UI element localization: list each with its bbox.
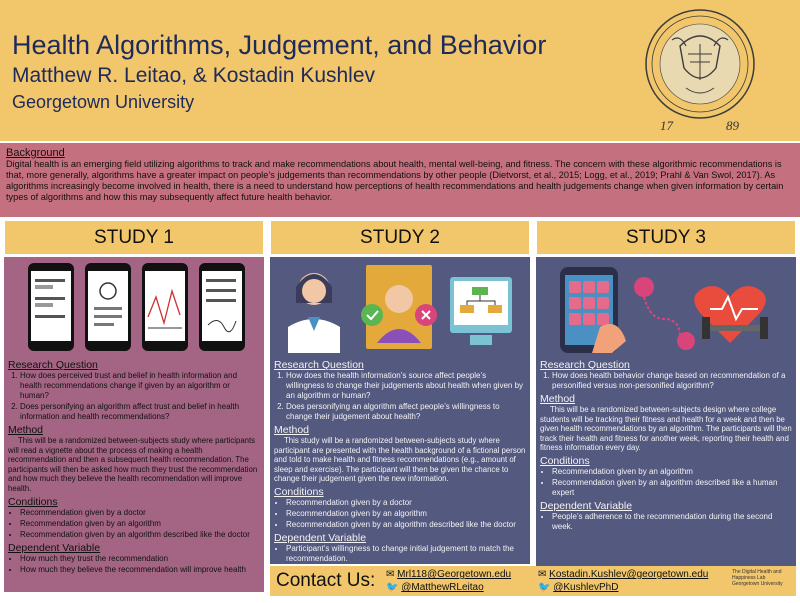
lab-name: The Digital Health and Happiness Lab [732,569,782,581]
study1-condition-item: • Recommendation given by an algorithm described like the doctor [20,530,260,540]
contact-email-1-text[interactable]: Mrl118@Georgetown.edu [397,569,512,580]
contact-bar [270,566,796,596]
study2-dv-item: • Participant’s willingness to change initial judgement to match the recommendation. [286,544,526,564]
fitness-tracking-icon [540,257,792,357]
study2-method-heading: Method [274,424,310,436]
study1-banner: STUDY 1 [5,221,263,254]
georgetown-seal-icon [640,6,760,134]
study3-conditions-list [540,467,792,498]
study1-condition-item: • Recommendation given by a doctor [20,508,260,518]
lab-logo [732,569,792,593]
study3-conditions-heading: Conditions [540,454,590,467]
mail-icon: ✉ [538,569,547,580]
study2-illustration [274,257,526,357]
background-heading: Background [6,147,65,159]
seal-year-left: 17 [660,118,673,133]
study2-conditions-list [274,498,526,530]
study1-rq-heading: Research Question [8,359,98,371]
contact-email-2-text[interactable]: Kostadin.Kushlev@georgetown.edu [549,569,709,580]
study2-condition-item: • Recommendation given by a doctor [286,498,526,508]
study2-condition-item: • Recommendation given by an algorithm described like the doctor [286,520,526,530]
study3-dv-item: • People’s adherence to the recommendation during the second week. [552,512,792,532]
study3-dv-list [540,512,792,532]
study2-rq-list [274,371,526,422]
contact-twitter-1[interactable] [386,582,484,593]
study2-banner: STUDY 2 [271,221,529,254]
study1-illustration [8,257,260,357]
study3-condition-item: • Recommendation given by an algorithm [552,467,792,477]
seal-year-right: 89 [726,118,739,133]
study2-condition-item: • Recommendation given by an algorithm [286,509,526,519]
study1-rq-item: 1. How does perceived trust and belief in health information and health recommendations change if given by an algorithm or human? [20,371,260,401]
study3-condition-item: • Recommendation given by an algorithm described like a human expert [552,478,792,498]
study1-dv-list [8,554,260,575]
study2-rq-heading: Research Question [274,359,364,371]
doctor-algorithm-icon [274,257,526,357]
study1-method-text: This will be a randomized between-subjects study where participants will read a vignette about the process of making a health recommendation and then a subsequent health recommendation. The participants will then be asked how much they trust the recommendation and how much they believe the health recommendation will improve health. [8,436,258,493]
study3-method-heading: Method [540,393,576,405]
study1-conditions-list [8,508,260,540]
study2-conditions-heading: Conditions [274,485,324,498]
study1-method-heading: Method [8,424,44,436]
study3-dv-heading: Dependent Variable [540,499,633,512]
study2-dv-list [274,544,526,564]
lab-university: Georgetown University [732,581,783,587]
study3-rq-heading: Research Question [540,359,630,371]
study3-banner: STUDY 3 [537,221,795,254]
background-text: Digital health is an emerging field utilizing algorithms to track and make recommendations about health, mental well-being, and fitness. The concern with these algorithmic recommendations is that, more generally, algorithms have a greater impact on people’s judgements than recommendations by other people (Dietvorst, et al., 2015; Logg, et al., 2019; Prahl & Van Swol, 2017). As algorithms increasingly become involved in health, there is a need to understand how perceptions of health recommendations and health judgements change when given information by certain types of algorithms and how this may subsequently affect future health behavior. [6,159,784,202]
contact-twitter-2[interactable] [538,582,618,593]
twitter-icon: 🐦 [386,582,399,593]
study1-condition-item: • Recommendation given by an algorithm [20,519,260,529]
study2-rq-item: 1. How does the health information’s source affect people’s willingness to change their judgements about health when given by an algorithm or human? [286,371,526,401]
study3-rq-item: 1. How does health behavior change based on recommendation of a personified versus non-personified algorithm? [552,371,792,391]
phones-icon [8,257,260,357]
poster-header [0,0,800,141]
study1-dv-heading: Dependent Variable [8,541,101,554]
contact-email-1[interactable] [386,569,511,580]
contact-twitter-2-text[interactable]: @KushlevPhD [553,582,619,593]
study2-rq-item: 2. Does personifying an algorithm affect people’s willingness to change their judgement about health? [286,402,526,422]
study3-rq-list [540,371,792,391]
study3-illustration [540,257,792,357]
study1-dv-item: • How much they trust the recommendation [20,554,260,564]
study3-method-text: This will be a randomized between-subjects design where college students will be tracking their fitness and health for a week and then be given health recommendations by an algorithm. The participants will then track their health and fitness for another week, reporting their health and fitness information every day. [540,405,792,453]
poster-university: Georgetown University [12,92,195,112]
contact-twitter-1-text[interactable]: @MatthewRLeitao [401,582,484,593]
poster-authors: Matthew R. Leitao, & Kostadin Kushlev [12,64,376,87]
study2-method-text: This study will be a randomized between-subjects study where participant are presented with the health background of a fictional person and told to make health and fitness recommendations (e.g., amount of sleep and exercise). The participant will then be given the chance to change their judgement given the new information. [274,436,526,484]
study1-rq-list [8,371,260,422]
study1-conditions-heading: Conditions [8,495,58,508]
study1-column [4,257,264,592]
background-section [0,143,800,217]
study2-dv-heading: Dependent Variable [274,531,367,544]
study1-dv-item: • How much they believe the recommendation will improve health [20,565,260,575]
study2-column [270,257,530,564]
poster-title: Health Algorithms, Judgement, and Behavior [12,30,547,60]
contact-label: Contact Us: [276,570,376,591]
contact-email-2[interactable] [538,569,708,580]
twitter-icon: 🐦 [538,582,551,593]
study1-rq-item: 2. Does personifying an algorithm affect trust and belief in health information and health recommendations? [20,402,260,422]
study3-column [536,257,796,594]
mail-icon: ✉ [386,569,395,580]
